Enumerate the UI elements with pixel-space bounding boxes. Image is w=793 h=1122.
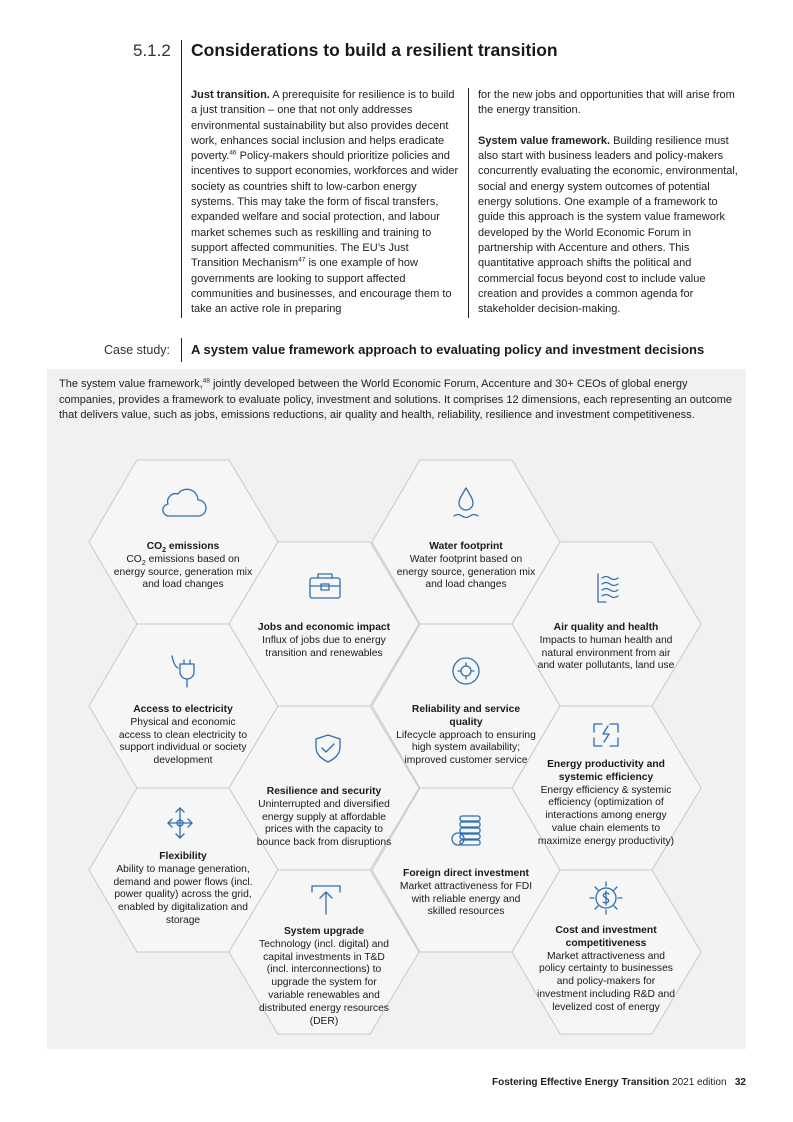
report-edition: 2021 edition	[669, 1077, 727, 1088]
dimension-desc: Uninterrupted and diversified energy supply at affordable prices with the capacity to bounce back from disruptions	[256, 798, 392, 849]
dimension-desc: Lifecycle approach to ensuring high system availability; improved customer service	[396, 729, 536, 767]
case-study-title: A system value framework approach to evaluating policy and investment decisions	[191, 342, 705, 357]
case-study-label: Case study:	[104, 343, 171, 357]
dimension-reliability	[396, 704, 536, 768]
just-transition-lead: Just transition.	[191, 89, 270, 101]
dimension-title: System upgrade	[283, 926, 365, 937]
dimension-fdi	[396, 868, 536, 919]
page-number: 32	[734, 1077, 746, 1088]
dimension-desc: Impacts to human health and natural environment from air and water pollutants, land use	[537, 634, 675, 672]
dimension-title: Foreign direct investment	[403, 868, 529, 879]
dimension-title: Reliability and service quality	[411, 704, 521, 728]
intro-text1: The system value framework,	[59, 378, 203, 390]
dimension-title: $CO_2$ emissions	[146, 541, 220, 555]
report-title: Fostering Effective Energy Transition	[491, 1077, 670, 1088]
dimension-title: Access to electricity	[133, 704, 233, 715]
dimension-desc: Influx of jobs due to energy transition and renewables	[262, 634, 386, 659]
dimension-desc: Market attractiveness and policy certainty to businesses and policy-makers for investment including R&D and levelized cost of energy	[537, 950, 675, 1013]
dimension-cost-investment	[536, 925, 676, 1015]
system-value-lead: System value framework.	[478, 134, 611, 147]
dimension-title: Energy productivity and systemic efficiency	[547, 759, 665, 783]
footnote-ref-48: 48	[202, 377, 210, 385]
dimension-air-quality	[536, 622, 676, 673]
dimension-jobs	[254, 622, 394, 660]
section-title: Considerations to build a resilient transition	[191, 40, 558, 60]
dimension-desc: Physical and economic access to clean electricity to support individual or society development	[118, 716, 248, 767]
dimension-desc: Technology (incl. digital) and capital investments in T&D (incl. interconnections) to upgrade the system for variable renewables and distributed energy resources (DER)	[259, 938, 389, 1027]
body-right-cont: for the new jobs and opportunities that will arise from the energy transition.	[478, 89, 735, 117]
dimension-desc: Water footprint based on energy source, generation mix and load changes	[396, 553, 536, 591]
footnote-ref-47: 47	[298, 256, 306, 264]
dimension-title: Cost and investment competitiveness	[555, 925, 657, 949]
dimension-desc: Market attractiveness for FDI with reliable energy and skilled resources	[399, 880, 533, 918]
intro-text2: jointly developed between the World Economic Forum, Accenture and 30+ CEOs of global energy companies, provides a framework to evaluate policy, investment and solutions. It comprises 12 dimensions, each representing an outcome that delivers value, such as jobs, emissions reductions, air quality and health, reliability, resilience and investment competitiveness.	[59, 378, 732, 421]
dimension-desc: Energy efficiency & systemic efficiency (optimization of interactions among energy value chain elements to maximize energy productivity)	[537, 784, 675, 847]
dimension-system-upgrade	[254, 926, 394, 1028]
dimension-flexibility	[113, 851, 253, 928]
page-footer	[492, 1077, 746, 1088]
body-left-text3: is one example of how governments are looking to support affected communities and businesses, and encourage them to take an active role in preparing	[191, 257, 452, 316]
dimension-desc: $CO_2$ emissions based on energy source, generation mix and load changes	[113, 553, 253, 591]
dimension-energy-productivity	[536, 759, 676, 849]
dimension-co2-emissions	[113, 541, 253, 592]
dimension-title: Resilience and security	[266, 786, 382, 797]
footnote-ref-46: 46	[229, 149, 237, 157]
dimension-title: Flexibility	[159, 851, 207, 862]
body-left-text2: Policy-makers should prioritize policies and incentives to support economies, workforces and wider society as countries shift to low-carbon energy systems. This may take the form of fiscal transfers, expanded welfare and social protection, and labour market schemes such as reskilling and training to support affected communities. The EU’s Just Transition Mechanism	[191, 150, 459, 270]
dimension-access-electricity	[113, 704, 253, 768]
body-left-text1: A prerequisite for resilience is to build a just transition – one that not only addresses environmental sustainability but also provides decent work, enhances social inclusion and helps eradicate poverty.	[191, 89, 455, 163]
dimension-water-footprint	[396, 541, 536, 592]
dimension-title: Water footprint	[429, 541, 503, 552]
dimension-title: Air quality and health	[553, 622, 659, 633]
body-right-text: Building resilience must also start with business leaders and policy-makers concurrently evaluating the economic, environmental, social and energy system outcomes of potential energy solutions. One example of a framework to guide this approach is the system value framework developed by the World Economic Forum in partnership with Accenture and others. This quantitative approach shifts the political and commercial focus beyond cost to include value creation and provides a common agenda for stakeholder decision-making.	[478, 134, 738, 316]
dimension-resilience	[254, 786, 394, 850]
dimension-desc: Ability to manage generation, demand and power flows (incl. power quality) across the grid, enabled by digitalization and storage	[113, 863, 253, 926]
dimension-title: Jobs and economic impact	[257, 622, 391, 633]
section-number: 5.1.2	[133, 41, 171, 60]
